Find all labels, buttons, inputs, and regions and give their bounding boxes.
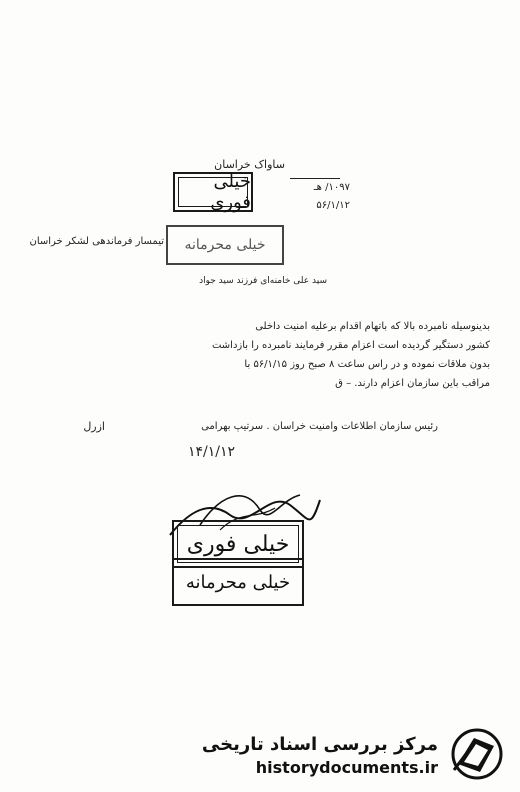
watermark-org-name: مرکز بررسی اسناد تاریخی	[201, 734, 438, 755]
signature-title: رئیس سازمان اطلاعات وامنیت خراسان . سرتیپ بهرامی	[201, 421, 438, 432]
bottom-secret-stamp	[172, 558, 304, 606]
handwritten-date: ۱۴/۱/۱۲	[187, 444, 235, 460]
watermark-site: historydocuments.ir	[255, 758, 438, 777]
bottom-secret-stamp-text: خیلی محرمانه	[185, 571, 291, 593]
top-secret-stamp-text: خیلی محرمانه	[184, 237, 266, 253]
top-urgent-stamp-text: خیلی فوری	[210, 171, 251, 213]
bottom-urgent-stamp-text: خیلی فوری	[186, 531, 290, 557]
body-line-1: بدینوسیله نامبرده بالا که باتهام اقدام برعلیه امنیت داخلی	[255, 321, 490, 332]
office-line: ساواک خراسان	[214, 158, 285, 171]
top-urgent-stamp	[173, 172, 253, 212]
recipient-line: تیمسار فرماندهی لشکر خراسان	[29, 236, 164, 247]
stamp-border	[178, 177, 248, 207]
body-line-2: کشور دستگیر گردیده است اعزام مقرر فرمایند نامبرده را بازداشت	[211, 340, 490, 351]
subject-line: سید علی خامنه‌ای فرزند سید جواد	[199, 276, 327, 286]
office-rule	[290, 178, 340, 179]
date-line: ۵۶/۱/۱۲	[316, 200, 350, 211]
body-line-3: بدون ملاقات نموده و در راس ساعت ۸ صبح روز ۵۶/۱/۱۵ با	[244, 359, 490, 370]
archive-logo-icon	[444, 724, 510, 784]
body-line-4: مراقب باین سازمان اعزام دارند. – ق	[335, 378, 490, 389]
top-secret-stamp	[166, 225, 284, 265]
signature-prefix: ازرل	[83, 420, 105, 433]
number-line: ۱۰۹۷/ هـ	[313, 182, 350, 193]
